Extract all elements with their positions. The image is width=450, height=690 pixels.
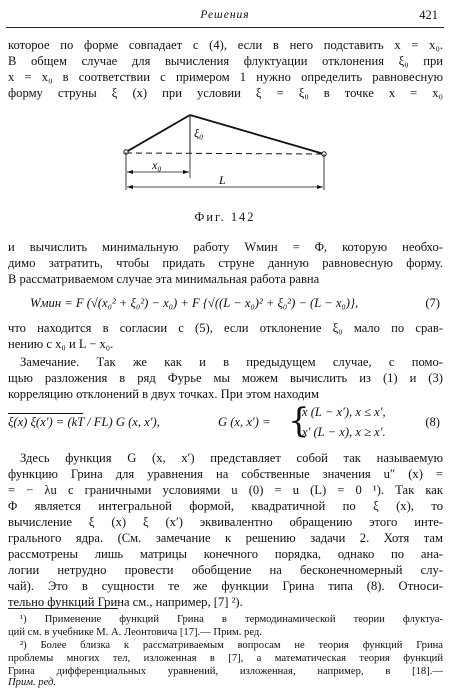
equation-8-number: (8): [425, 415, 440, 429]
text-line: нению с x₀ и L − x₀.: [8, 337, 114, 351]
equation-7-number: (7): [425, 296, 440, 310]
text-line: корреляцию отклонений в двух точках. При этом находим: [8, 387, 320, 401]
text-line: Здесь функция G (x, x′) представляет собой так называемую: [20, 451, 443, 465]
equation-7: Wмин = F (√(x₀² + ξ₀²) − x₀) + F {√((L − x₀)² + ξ₀²) − (L − x₀)},: [30, 296, 359, 310]
footnote-line: ²) Более близка к рассматриваемым вопросам не теория функций Грина: [20, 640, 443, 651]
text-line: = − λu с граничными условиями u (0) = u (L) = 0 ¹). Так как: [8, 483, 443, 497]
string-left-segment: [126, 115, 190, 152]
footnote-line: Грина дифференциальных уравнений, изложенная, например, в [18].—: [8, 666, 443, 677]
text-line: чай). Это в сущности те же функции Грина типа (8). Относи-: [8, 579, 443, 593]
text-line: Φ является интегральной формой, квадратичной по ξ (x), то: [8, 499, 443, 513]
brace: {: [288, 401, 310, 441]
text-line: и вычислить минимальную работу Wмин = Φ, которую необхо-: [8, 240, 443, 254]
text-line: x = x₀ в соответствии с примером 1 нужно определить равновесную: [8, 70, 443, 84]
string-right-segment: [190, 115, 324, 154]
text-line: вычисление ξ (x) ξ (x′) эквивалентно обращению этого инте-: [8, 515, 443, 529]
label-L: L: [219, 173, 226, 187]
equilibrium-dashed-line: [126, 153, 324, 154]
running-header: [0, 7, 450, 25]
text-line: рассмотрены лишь матрицы конечного порядка, однако по ана-: [8, 547, 443, 561]
text-line: что находится в согласии с (5), если отклонение ξ₀ мало по срав-: [8, 321, 443, 335]
page-number: 421: [419, 8, 438, 22]
text-line: форму струны ξ (x) при условии ξ = ξ₀ в точке x = x₀: [8, 86, 443, 100]
figure-142: [0, 110, 450, 200]
text-line: В общем случае для вычисления флуктуации отклонения ξ₀ при: [8, 54, 443, 68]
footnote-line: проблемы многих тел, изложенная в [7], а математическая теория функций: [8, 653, 443, 664]
text-line: которое по форме совпадает с (4), если в него подставить x = x₀.: [8, 38, 443, 52]
equation-8-case1: x (L − x′), x ≤ x′,: [302, 405, 386, 419]
equation-8-left: ξ(x) ξ(x′) = (kT / FL) G (x, x′),: [8, 415, 160, 429]
text-line: щью разложения в ряд Фурье мы можем вычислить из (1) и (3): [8, 371, 443, 385]
remark-line: Замечание. Так же как и в предыдущем случае, с помо-: [20, 355, 443, 369]
text-line: логии нетрудно провести обобщение на бесконечномерный слу-: [8, 563, 443, 577]
equation-8-G: G (x, x′) =: [218, 415, 271, 429]
overline: [8, 413, 83, 414]
running-title: Решения: [200, 9, 250, 21]
footnote-line: ций см. в учебнике М. А. Леонтовича [17].— Прим. ред.: [8, 627, 262, 638]
label-xi0: ξ₀: [194, 126, 204, 140]
equation-8-case2: x′ (L − x), x ≥ x′.: [302, 425, 386, 439]
text-line: грального ядра. (См. замечание к решению задачи 2. Хотя там: [8, 531, 443, 545]
text-line: В рассматриваемом случае эта минимальная работа равна: [8, 272, 320, 286]
header-rule: [6, 27, 444, 28]
footnote-line: ¹) Применение функций Грина в термодинамической теории флуктуа-: [20, 614, 443, 625]
text-line: тельно функций Грина см., например, [7] ²).: [8, 595, 243, 609]
footnote-line: Прим. ред.: [8, 677, 57, 688]
figure-caption: Фиг. 142: [194, 210, 256, 224]
text-line: функцию Грина для уравнения на собственные значения u″ (x) =: [8, 467, 443, 481]
text-line: димо затратить, чтобы придать струне данную равновесную форму.: [8, 256, 443, 270]
footnote-rule: [8, 608, 118, 609]
label-x0: x₀: [152, 158, 162, 172]
